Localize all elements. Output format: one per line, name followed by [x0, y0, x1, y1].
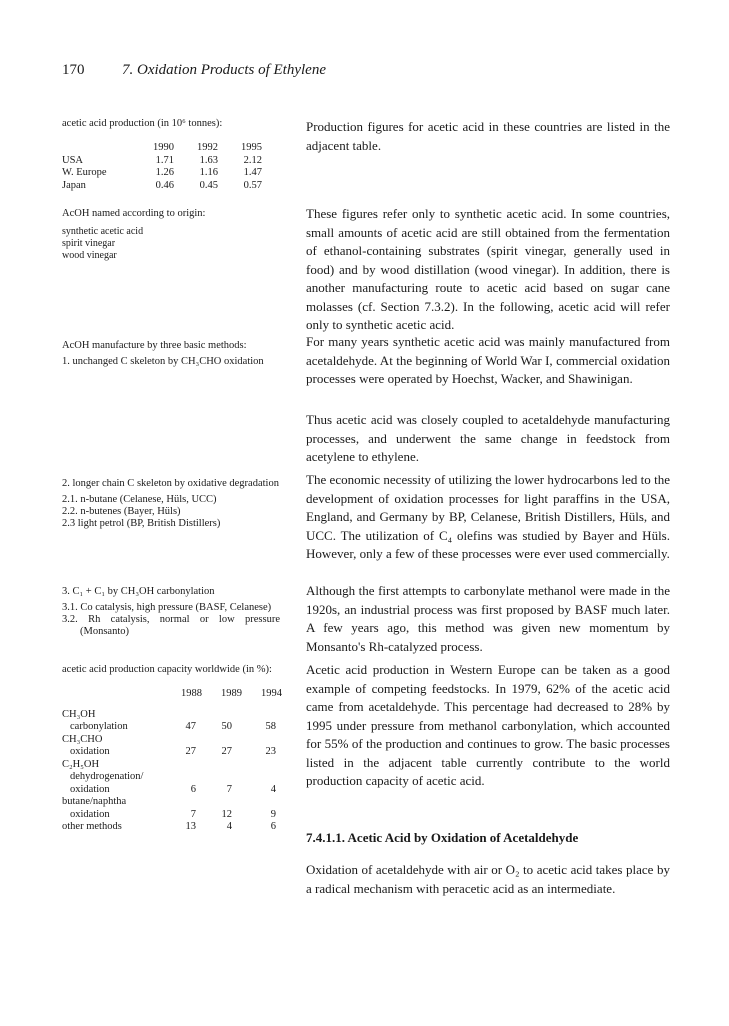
year-header: 1995 — [241, 142, 262, 153]
paragraph-5: The economic necessity of utilizing the lower hydrocarbons led to the development of oxidation processes for light paraffins in the USA, England, and Germany by BP, Celanese, British Distillers, Hüls, and UCC. The utilization of C₄ olefins was studied by Bayer and Hüls. However, only a few of these processes were ever used commercially. — [306, 472, 670, 561]
table-row — [62, 784, 282, 797]
method-1: 1. unchanged C skeleton by CH₃CHO oxidation — [62, 356, 264, 367]
origin-item: wood vinegar — [62, 250, 117, 261]
cell-value: 0.45 — [199, 179, 218, 191]
row-label: oxidation — [70, 746, 110, 757]
table-row — [62, 746, 282, 759]
cell-value: 13 — [185, 821, 196, 832]
cell-value: 6 — [270, 821, 276, 832]
methods-heading: AcOH manufacture by three basic methods: — [62, 340, 247, 351]
cell-value: 47 — [185, 721, 196, 732]
method-3-item: 3.2. Rh catalysis, normal or low pressure (Monsanto) — [62, 614, 280, 637]
cell-value: 27 — [221, 746, 232, 757]
row-label: W. Europe — [62, 167, 107, 178]
method-2-block — [62, 478, 280, 530]
cell-value: 58 — [265, 721, 276, 732]
cell-value: 7 — [226, 783, 232, 795]
row-label: CH₃CHO — [62, 733, 103, 745]
capacity-table-header — [62, 688, 282, 701]
paragraph-3: For many years synthetic acetic acid was mainly manufactured from acetaldehyde. At the beginning of World War I, commercial oxidation processes were operated by Hoechst, Wacker, and Shawinigan. — [306, 334, 670, 386]
cell-value: 0.46 — [155, 179, 174, 191]
row-label: C₂H₅OH — [62, 758, 100, 770]
cell-value: 6 — [190, 783, 196, 795]
row-label: USA — [62, 154, 84, 166]
year-header: 1988 — [181, 688, 202, 699]
year-header: 1992 — [197, 142, 218, 153]
capacity-table — [62, 688, 282, 834]
production-table — [62, 142, 262, 192]
table-row — [62, 180, 262, 193]
cell-value: 1.16 — [199, 167, 218, 178]
cell-value: 50 — [221, 721, 232, 732]
year-header: 1989 — [221, 688, 242, 699]
table-row — [62, 721, 282, 734]
cell-value: 12 — [221, 808, 232, 820]
cell-value: 4 — [226, 821, 232, 832]
section-heading: 7.4.1.1. Acetic Acid by Oxidation of Acetaldehyde — [306, 830, 579, 845]
method-2-item: 2.3 light petrol (BP, British Distillers) — [62, 518, 221, 529]
method-2: 2. longer chain C skeleton by oxidative degradation — [62, 478, 279, 489]
paragraph-4: Thus acetic acid was closely coupled to acetaldehyde manufacturing processes, and underwent the same change in feedstock from acetylene to ethylene. — [306, 412, 670, 464]
row-label: carbonylation — [70, 721, 128, 732]
method-2-item: 2.1. n-butane (Celanese, Hüls, UCC) — [62, 494, 217, 505]
row-label: dehydrogenation/ — [70, 771, 144, 782]
cell-value: 27 — [185, 746, 196, 757]
production-table-header — [62, 142, 262, 155]
table-row — [62, 821, 282, 834]
production-table-block — [62, 118, 292, 192]
table-row — [62, 796, 282, 809]
paragraph-7: Acetic acid production in Western Europe can be taken as a good example of competing feedstocks. In 1979, 62% of the acetic acid came from acetaldehyde. This percentage had decreased to 28% by 1995 under pressure from methanol carbonylation, which accounted for 55% of the production and continues to grow. The basic processes listed in the adjacent table currently contribute to the world production capacity of acetic acid. — [306, 662, 670, 788]
row-label: CH₃OH — [62, 708, 96, 720]
table-row — [62, 709, 282, 722]
year-header: 1994 — [261, 688, 282, 699]
cell-value: 1.63 — [199, 154, 218, 166]
method-3-item: 3.1. Co catalysis, high pressure (BASF, Celanese) — [62, 602, 272, 613]
table-row — [62, 771, 282, 784]
table-row — [62, 809, 282, 822]
cell-value: 4 — [270, 783, 276, 795]
table-row — [62, 759, 282, 772]
table-row — [62, 167, 262, 180]
cell-value: 0.57 — [243, 179, 262, 191]
paragraph-1: Production figures for acetic acid in these countries are listed in the adjacent table. — [306, 119, 670, 153]
table-row — [62, 155, 262, 168]
cell-value: 2.12 — [243, 154, 262, 166]
method-2-item: 2.2. n-butenes (Bayer, Hüls) — [62, 506, 181, 517]
capacity-table-caption: acetic acid production capacity worldwide (in %): — [62, 664, 272, 675]
paragraph-6: Although the first attempts to carbonylate methanol were made in the 1920s, an industrial process was first proposed by BASF much later. A few years ago, this method was given new momentum by Monsanto's Rh-catalyzed process. — [306, 583, 670, 654]
cell-value: 23 — [265, 746, 276, 757]
row-label: other methods — [62, 821, 122, 832]
method-3: 3. C₁ + C₁ by CH₃OH carbonylation — [62, 586, 215, 597]
cell-value: 9 — [270, 808, 276, 820]
cell-value: 1.26 — [155, 167, 174, 178]
year-header: 1990 — [153, 142, 174, 153]
page-number: 170 — [62, 62, 85, 78]
methods-block — [62, 340, 280, 368]
chapter-title: 7. Oxidation Products of Ethylene — [122, 62, 326, 78]
capacity-table-block — [62, 664, 282, 834]
method-3-block — [62, 586, 280, 638]
production-table-caption: acetic acid production (in 10⁶ tonnes): — [62, 118, 223, 129]
row-label: butane/naphtha — [62, 796, 127, 807]
paragraph-8: Oxidation of acetaldehyde with air or O₂ to acetic acid takes place by a radical mechanism with peracetic acid as an intermediate. — [306, 862, 670, 896]
row-label: oxidation — [70, 783, 110, 795]
row-label: Japan — [62, 179, 86, 191]
origin-item: synthetic acetic acid — [62, 226, 144, 237]
cell-value: 7 — [190, 808, 196, 820]
table-row — [62, 734, 282, 747]
paragraph-2: These figures refer only to synthetic acetic acid. In some countries, small amounts of acetic acid are still obtained from the fermentation of ethanol-containing substrates (spirit vinegar, generally used in food) and by wood distillation (wood vinegar). In addition, there is another manufacturing route to acetic acid based on sugar cane molasses (cf. Section 7.3.2). In the following, acetic acid will refer only to synthetic acetic acid. — [306, 206, 670, 332]
origin-block — [62, 208, 287, 262]
origin-heading: AcOH named according to origin: — [62, 208, 206, 219]
cell-value: 1.71 — [155, 154, 174, 166]
origin-item: spirit vinegar — [62, 238, 116, 249]
cell-value: 1.47 — [243, 167, 262, 178]
row-label: oxidation — [70, 808, 110, 820]
